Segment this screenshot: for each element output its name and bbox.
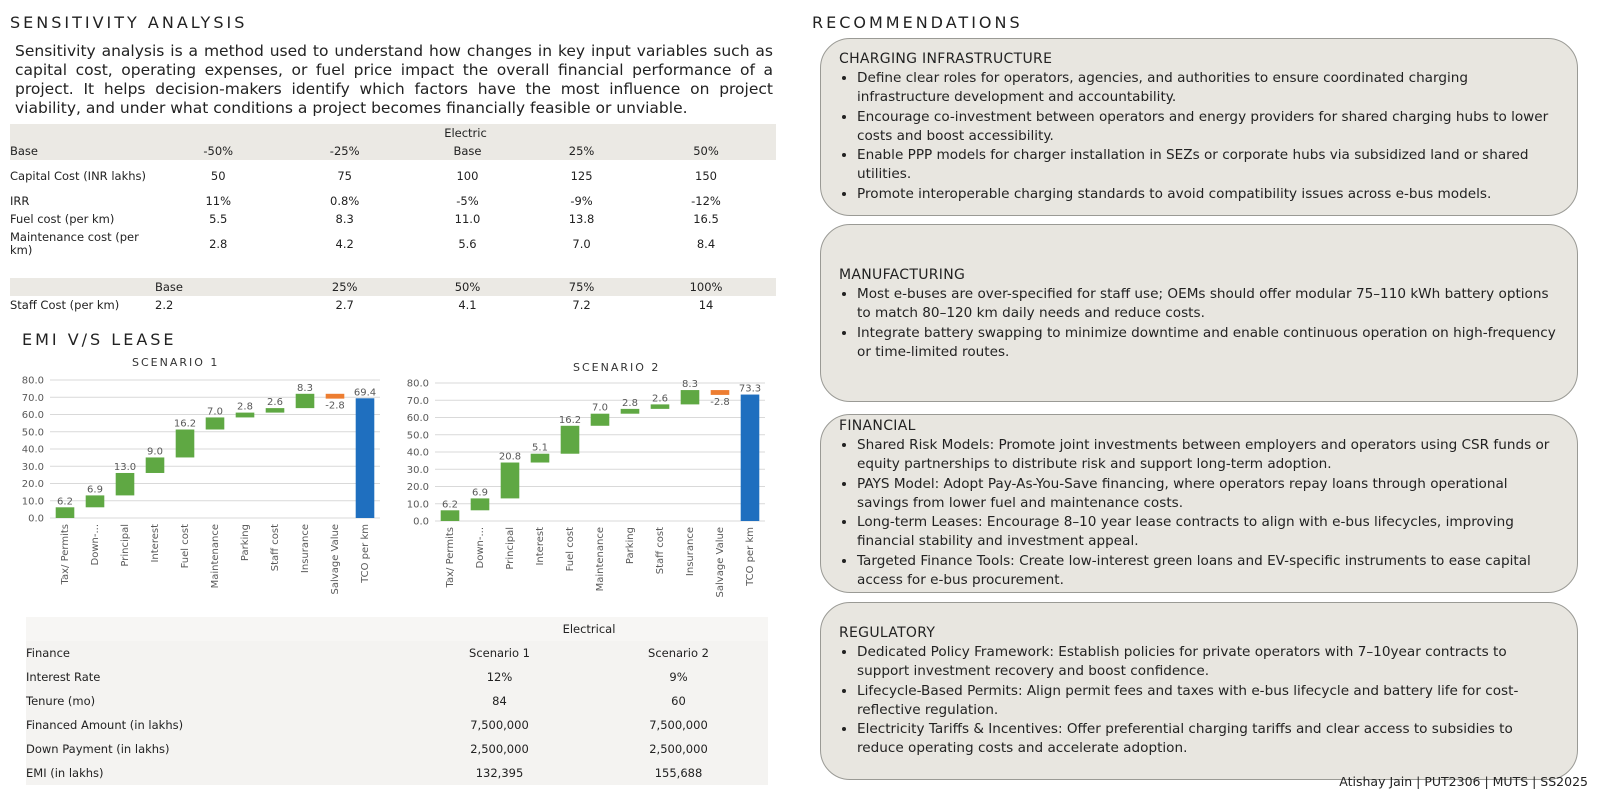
scenario-1-data-label: 9.0	[147, 446, 163, 458]
scenario-1-category-label: Insurance	[300, 524, 311, 574]
scenario-2-y-tick-label: 50.0	[406, 430, 429, 442]
table-cell: 50	[210, 169, 226, 183]
scenario-1-data-label: 6.2	[57, 496, 73, 508]
header-cell: Base	[155, 278, 281, 296]
header-cell: Finance	[26, 641, 410, 665]
table-row	[10, 160, 776, 192]
table-cell: 7.2	[572, 298, 591, 312]
bullet-list	[839, 643, 1559, 759]
scenario-1-data-label: 2.8	[237, 401, 253, 413]
scenario-1-data-label: 13.0	[113, 461, 137, 473]
table-cell: 12%	[410, 665, 589, 689]
table-cell: 7,500,000	[589, 713, 768, 737]
table-cell: 7.0	[572, 237, 591, 251]
row-label: Down Payment (in lakhs)	[26, 737, 410, 761]
scenario-2-category-label: Principal	[505, 527, 516, 570]
list-item: • Dedicated Policy Framework: Establish policies for private operators with 7–10year contracts to support investment recovery and boost confidence.	[857, 643, 1559, 682]
bullet-list	[839, 285, 1559, 362]
table-cell: 9%	[589, 665, 768, 689]
scenario-2-category-label: Fuel cost	[565, 527, 576, 572]
table-cell: 100	[456, 169, 479, 183]
scenario-2-category-label: Parking	[625, 527, 636, 565]
list-item: • Shared Risk Models: Promote joint investments between employers and operators using CSR funds or equity partnerships to distribute risk and support long-term adoption.	[857, 436, 1559, 475]
scenario-1-bar-3	[146, 457, 165, 473]
scenario-2-category-label: Tax/ Permits	[445, 527, 456, 588]
scenario-1-bar-6	[236, 413, 255, 418]
scenario-1-data-label: 8.3	[297, 382, 313, 394]
scenario-2-data-label: 7.0	[592, 402, 608, 414]
header-cell: Scenario 2	[589, 641, 768, 665]
header-cell: 100%	[636, 278, 776, 296]
header-cell: 50%	[636, 142, 776, 160]
scenario-1-waterfall-svg	[10, 372, 390, 612]
scenario-2-y-tick-label: 70.0	[406, 395, 429, 407]
scenario-2-bar-5	[591, 414, 610, 426]
scenario-1-bar-8	[296, 394, 315, 408]
row-label: Financed Amount (in lakhs)	[26, 713, 410, 737]
table-cell: 0.8%	[330, 194, 360, 208]
header-cell: Base	[408, 142, 527, 160]
sensitivity-title: SENSITIVITY ANALYSIS	[10, 13, 248, 32]
table-cell: 11%	[205, 194, 231, 208]
table-cell: 8.4	[696, 237, 716, 251]
scenario-2-category-label: Insurance	[685, 527, 696, 577]
scenario-1-y-tick-label: 80.0	[21, 375, 44, 387]
table-cell: 2.7	[335, 298, 354, 312]
scenario-1-y-tick-label: 40.0	[21, 444, 44, 456]
scenario-2-data-label: 2.8	[622, 397, 638, 409]
list-item: • Enable PPP models for charger installation in SEZs or corporate hubs via subsidized land or shared utilities.	[857, 146, 1559, 185]
table-cell: 2,500,000	[589, 737, 768, 761]
scenario-1-bar-4	[176, 430, 195, 458]
table-cell: 16.5	[693, 212, 719, 226]
row-label: IRR	[10, 193, 30, 208]
table-cell: 2.2	[155, 298, 174, 312]
scenario-1-category-label: Down-...	[90, 524, 101, 566]
scenario-2-data-label: 16.2	[558, 414, 582, 426]
table-row	[10, 296, 776, 314]
scenario-1-category-label: Parking	[240, 524, 251, 562]
scenario-2-bar-2	[501, 463, 520, 499]
table-row	[26, 665, 768, 689]
scenario-1-bar-5	[206, 417, 225, 429]
table-header-row	[10, 142, 776, 160]
table-row	[10, 210, 776, 228]
table-row	[10, 192, 776, 210]
scenario-2-category-label: TCO per km	[745, 527, 756, 586]
list-item: • Define clear roles for operators, agencies, and authorities to ensure coordinated charging infrastructure development and accountability.	[857, 69, 1559, 108]
table-row	[26, 737, 768, 761]
list-item: • Long-term Leases: Encourage 8–10 year lease contracts to align with e-bus lifecycles, improving financial stability and investment appeal.	[857, 513, 1559, 552]
scenario-2-title: SCENARIO 2	[573, 361, 661, 374]
scenario-2-data-label: -2.8	[710, 396, 730, 408]
table-row	[26, 713, 768, 737]
table-cell: 14	[698, 298, 714, 312]
scenario-2-category-label: Staff cost	[655, 527, 666, 575]
recommendation-box-regulatory	[820, 602, 1578, 780]
scenario-2-category-label: Down-...	[475, 527, 486, 569]
scenario-1-bar-0	[56, 507, 75, 518]
scenario-1-category-label: Interest	[150, 524, 161, 563]
table-cell: 11.0	[454, 212, 481, 226]
scenario-1-y-tick-label: 60.0	[21, 410, 44, 421]
scenario-1-chart	[10, 372, 390, 616]
sensitivity-table	[10, 124, 776, 314]
table-group-row	[26, 617, 768, 641]
table-cell: 150	[695, 169, 717, 183]
list-item: • Electricity Tariffs & Incentives: Offer preferential charging tariffs and clear access to subsidies to reduce operating costs and accelerate adoption.	[857, 720, 1559, 759]
scenario-2-y-tick-label: 20.0	[406, 482, 429, 493]
scenario-2-y-tick-label: 30.0	[406, 464, 429, 476]
table-cell: 5.5	[209, 212, 228, 226]
table-cell: 155,688	[589, 761, 768, 785]
finance-table	[26, 617, 768, 785]
scenario-2-chart	[395, 375, 775, 619]
scenario-2-bar-4	[561, 426, 580, 454]
header-cell: 25%	[527, 142, 636, 160]
scenario-1-y-tick-label: 30.0	[21, 461, 44, 473]
scenario-2-bar-0	[441, 510, 460, 521]
scenario-1-y-tick-label: 70.0	[21, 392, 44, 404]
table-header-row	[10, 278, 776, 296]
row-label: Tenure (mo)	[26, 689, 410, 713]
scenario-2-data-label: 6.9	[472, 487, 488, 499]
list-item: • PAYS Model: Adopt Pay-As-You-Save financing, where operators repay loans through operational savings from lower fuel and maintenance costs.	[857, 475, 1559, 514]
scenario-2-data-label: 6.2	[442, 499, 458, 511]
scenario-2-bar-1	[471, 498, 490, 510]
table-cell: 75	[337, 169, 352, 183]
scenario-2-category-label: Interest	[535, 527, 546, 566]
header-cell: -25%	[281, 142, 407, 160]
scenario-1-y-tick-label: 10.0	[21, 496, 44, 508]
scenario-1-category-label: Tax/ Permits	[60, 524, 71, 585]
footer-credit: Atishay Jain | PUT2306 | MUTS | SS2025	[1339, 774, 1588, 789]
table-cell: -12%	[691, 194, 721, 208]
scenario-2-data-label: 73.3	[738, 383, 762, 395]
table-cell: 7,500,000	[410, 713, 589, 737]
table-group-row	[10, 124, 776, 142]
header-cell: 25%	[281, 278, 407, 296]
scenario-1-category-label: TCO per km	[360, 524, 371, 583]
scenario-1-y-tick-label: 50.0	[21, 427, 44, 439]
row-label: Staff Cost (per km)	[10, 297, 120, 312]
table-spacer-row	[10, 260, 776, 278]
scenario-1-data-label: 7.0	[207, 406, 223, 418]
table-cell: 84	[410, 689, 589, 713]
table-cell: 13.8	[568, 212, 595, 226]
header-cell	[10, 278, 155, 296]
scenario-2-data-label: 5.1	[532, 442, 548, 454]
recommendation-box-financial	[820, 414, 1578, 593]
table-cell: 8.3	[335, 212, 354, 226]
scenario-2-y-tick-label: 0.0	[413, 516, 429, 528]
table-cell: 5.6	[458, 237, 477, 251]
table-row	[26, 689, 768, 713]
scenario-1-bar-2	[116, 473, 135, 495]
scenario-2-bar-8	[681, 390, 700, 404]
scenario-1-bar-9	[326, 394, 345, 399]
scenario-1-bar-7	[266, 408, 285, 412]
scenario-2-bar-10	[741, 395, 760, 521]
scenario-1-category-label: Principal	[120, 524, 131, 567]
scenario-2-bar-7	[651, 404, 670, 408]
scenario-2-bar-6	[621, 409, 640, 414]
scenario-1-category-label: Staff cost	[270, 524, 281, 572]
list-item: • Targeted Finance Tools: Create low-interest green loans and EV-specific instruments to ease capital access for e-bus procurement.	[857, 552, 1559, 591]
row-label: Capital Cost (INR lakhs)	[10, 168, 146, 183]
header-cell: 50%	[408, 278, 527, 296]
scenario-1-category-label: Maintenance	[210, 524, 221, 589]
header-cell: Base	[10, 142, 155, 160]
table-row	[26, 761, 768, 785]
scenario-2-y-tick-label: 40.0	[406, 447, 429, 459]
table-cell: 2,500,000	[410, 737, 589, 761]
scenario-1-y-tick-label: 0.0	[28, 513, 44, 525]
scenario-2-y-tick-label: 80.0	[406, 378, 429, 390]
scenario-2-data-label: 20.8	[498, 451, 522, 463]
row-label: EMI (in lakhs)	[26, 761, 410, 785]
header-cell: -50%	[155, 142, 281, 160]
row-label: Interest Rate	[26, 665, 410, 689]
box-heading: REGULATORY	[839, 625, 936, 641]
scenario-2-data-label: 8.3	[682, 379, 698, 391]
scenario-1-data-label: 6.9	[87, 484, 103, 496]
recommendation-box-manufacturing	[820, 224, 1578, 402]
box-heading: MANUFACTURING	[839, 267, 966, 283]
recommendation-box-charging	[820, 38, 1578, 216]
emi-lease-title: EMI V/S LEASE	[22, 330, 177, 349]
scenario-1-data-label: 16.2	[173, 418, 197, 430]
row-label: Fuel cost (per km)	[10, 211, 115, 226]
scenario-1-category-label: Fuel cost	[180, 524, 191, 569]
bullet-list	[839, 436, 1559, 590]
box-heading: CHARGING INFRASTRUCTURE	[839, 51, 1053, 67]
scenario-1-bar-10	[356, 398, 375, 518]
bullet-list	[839, 69, 1559, 204]
row-label: Maintenance cost (per km)	[10, 230, 139, 257]
list-item: • Integrate battery swapping to minimize downtime and enable continuous operation on high-frequency or time-limited routes.	[857, 324, 1559, 363]
sensitivity-intro: Sensitivity analysis is a method used to understand how changes in key input variables such as capital cost, operating expenses, or fuel price impact the overall financial performance of a project. It helps decision-makers identify which factors have the most influence on project viability, and under what conditions a project becomes financially feasible or unviable.	[15, 42, 773, 117]
scenario-2-category-label: Salvage Value	[715, 527, 726, 598]
group-label: Electric	[155, 124, 776, 142]
list-item: • Promote interoperable charging standards to avoid compatibility issues across e-bus models.	[857, 185, 1559, 204]
scenario-2-waterfall-svg	[395, 375, 775, 615]
scenario-2-bar-9	[711, 390, 730, 395]
scenario-2-y-tick-label: 60.0	[406, 413, 429, 424]
table-cell: -5%	[456, 194, 479, 208]
table-cell: -9%	[570, 194, 593, 208]
box-heading: FINANCIAL	[839, 418, 916, 434]
scenario-2-data-label: 2.6	[652, 393, 668, 405]
table-cell: 132,395	[410, 761, 589, 785]
scenario-2-bar-3	[531, 454, 550, 463]
header-cell: 75%	[527, 278, 636, 296]
scenario-2-y-tick-label: 10.0	[406, 499, 429, 511]
scenario-1-y-tick-label: 20.0	[21, 479, 44, 490]
table-header-row	[26, 641, 768, 665]
list-item: • Lifecycle-Based Permits: Align permit fees and taxes with e-bus lifecycle and battery life for cost-reflective regulation.	[857, 682, 1559, 721]
scenario-2-category-label: Maintenance	[595, 527, 606, 592]
list-item: • Most e-buses are over-specified for staff use; OEMs should offer modular 75–110 kWh battery options to match 80–120 km daily needs and reduce costs.	[857, 285, 1559, 324]
header-cell: Scenario 1	[410, 641, 589, 665]
table-cell: 4.1	[458, 298, 477, 312]
scenario-1-bar-1	[86, 495, 105, 507]
list-item: • Encourage co-investment between operators and energy providers for shared charging hubs to lower costs and boost accessibility.	[857, 108, 1559, 147]
table-cell: 60	[589, 689, 768, 713]
table-row	[10, 228, 776, 260]
scenario-1-data-label: -2.8	[325, 400, 345, 412]
group-label: Electrical	[410, 617, 768, 641]
scenario-1-title: SCENARIO 1	[132, 356, 220, 369]
table-cell: 4.2	[335, 237, 354, 251]
table-cell: 2.8	[209, 237, 228, 251]
scenario-1-data-label: 2.6	[267, 397, 283, 409]
table-cell: 125	[570, 169, 593, 183]
scenario-1-data-label: 69.4	[353, 387, 377, 399]
recommendations-title: RECOMMENDATIONS	[812, 13, 1023, 32]
scenario-1-category-label: Salvage Value	[330, 524, 341, 595]
